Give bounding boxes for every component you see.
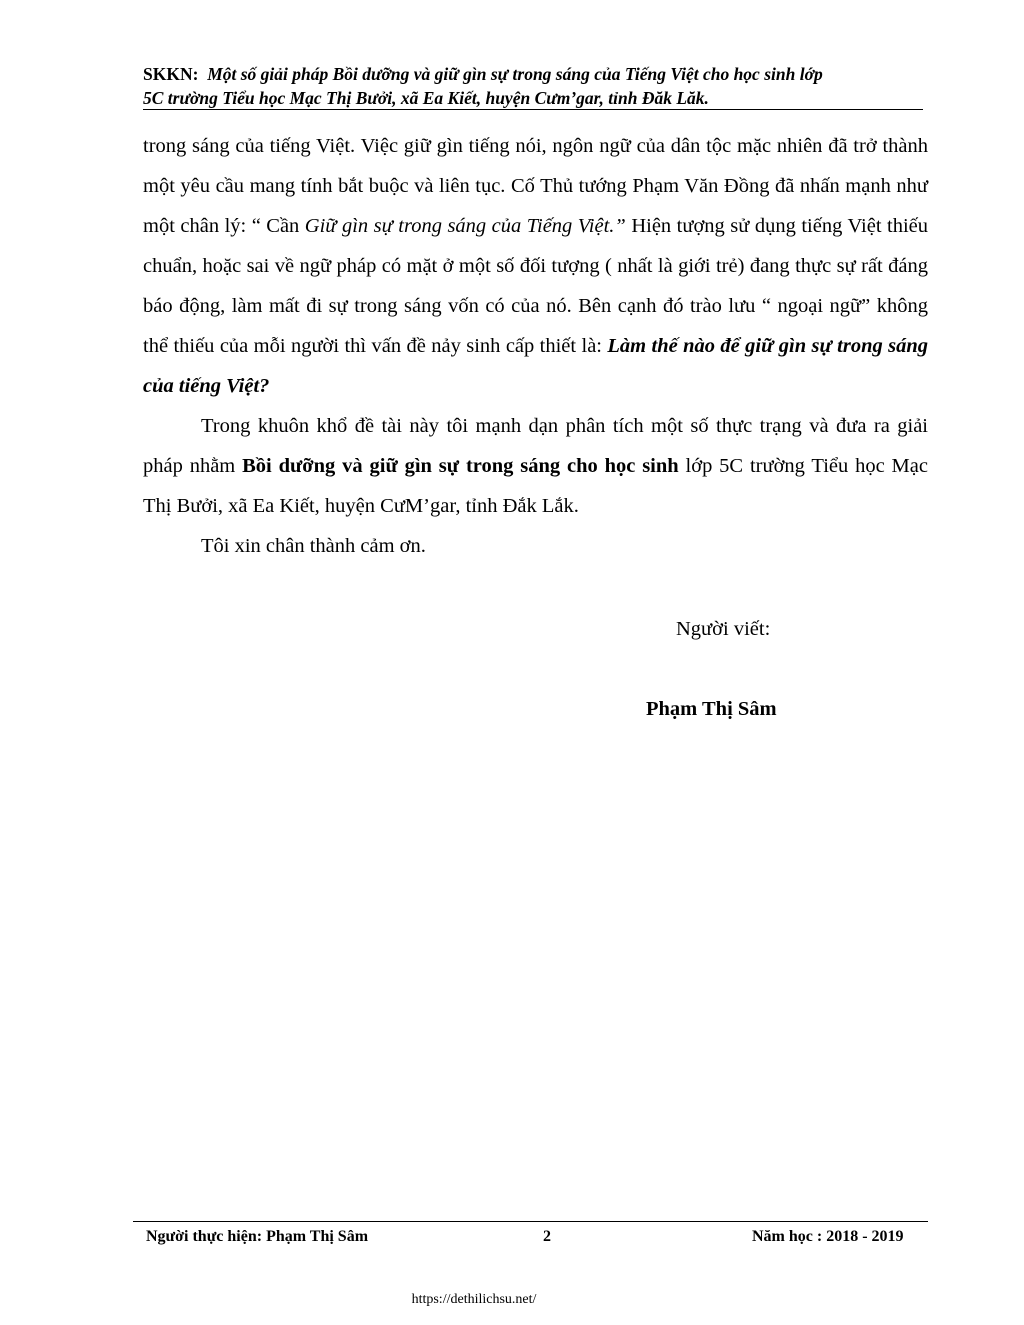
header-line-1 (143, 62, 923, 86)
paragraph-2 (143, 406, 928, 526)
footer-author: Người thực hiện: Phạm Thị Sâm (146, 1228, 369, 1245)
paragraph-1 (143, 126, 928, 406)
paragraph-1-text-a: trong sáng của tiếng Việt. Việc giữ gìn tiếng nói, ngôn ngữ của dân tộc mặc nhiên đã trở thành một yêu cầu mang tính bắt buộc và liên tục. Cố Thủ tướng Phạm Văn Đồng đã nhấn mạnh như một chân lý: “ Cần (143, 135, 928, 237)
paragraph-1-text-b: Hiện tượng sử dụng tiếng Việt thiếu chuẩn, hoặc sai về ngữ pháp có mặt ở một số đối tượng ( nhất là giới trẻ) đang thực sự rất đáng báo động, làm mất đi sự trong sáng vốn có của nó. Bên cạnh đó trào lưu “ ngoại ngữ” không thể thiếu của mỗi người thì vấn đề nảy sinh cấp thiết là: (143, 215, 928, 357)
key-question: Làm thế nào để giữ gìn sự trong sáng của tiếng Việt? (143, 335, 928, 397)
page-number: 2 (543, 1228, 551, 1245)
quote-text: Giữ gìn sự trong sáng của Tiếng Việt.” (304, 215, 626, 237)
source-url-link[interactable]: https://dethilichsu.net/ (411, 1292, 537, 1307)
paragraph-2-text-a: Trong khuôn khổ đề tài này tôi mạnh dạn phân tích một số thực trạng và đưa ra giải pháp nhằm (143, 415, 928, 477)
header-title-line1: Một số giải pháp Bồi dưỡng và giữ gìn sự trong sáng của Tiếng Việt cho học sinh lớp (207, 64, 823, 84)
paragraph-3: Tôi xin chân thành cảm ơn. (201, 535, 426, 557)
signature-label: Người viết: (676, 618, 771, 640)
signature-name: Phạm Thị Sâm (646, 698, 777, 720)
document-body (143, 126, 928, 566)
page-header (143, 62, 923, 110)
paragraph-2-text-b: lớp 5C trường Tiểu học Mạc Thị Bưởi, xã Ea Kiết, huyện CưM’gar, tỉnh Đắk Lắk. (143, 455, 928, 517)
footer-school-year: Năm học : 2018 - 2019 (752, 1228, 904, 1245)
topic-title-bold: Bồi dưỡng và giữ gìn sự trong sáng cho học sinh (242, 455, 679, 477)
header-label: SKKN: (143, 64, 199, 84)
footer-divider (133, 1221, 928, 1222)
header-divider (143, 109, 923, 110)
header-title-line2: 5C trường Tiểu học Mạc Thị Bưởi, xã Ea Kiết, huyện Cưm’gar, tỉnh Đăk Lăk. (143, 88, 709, 108)
